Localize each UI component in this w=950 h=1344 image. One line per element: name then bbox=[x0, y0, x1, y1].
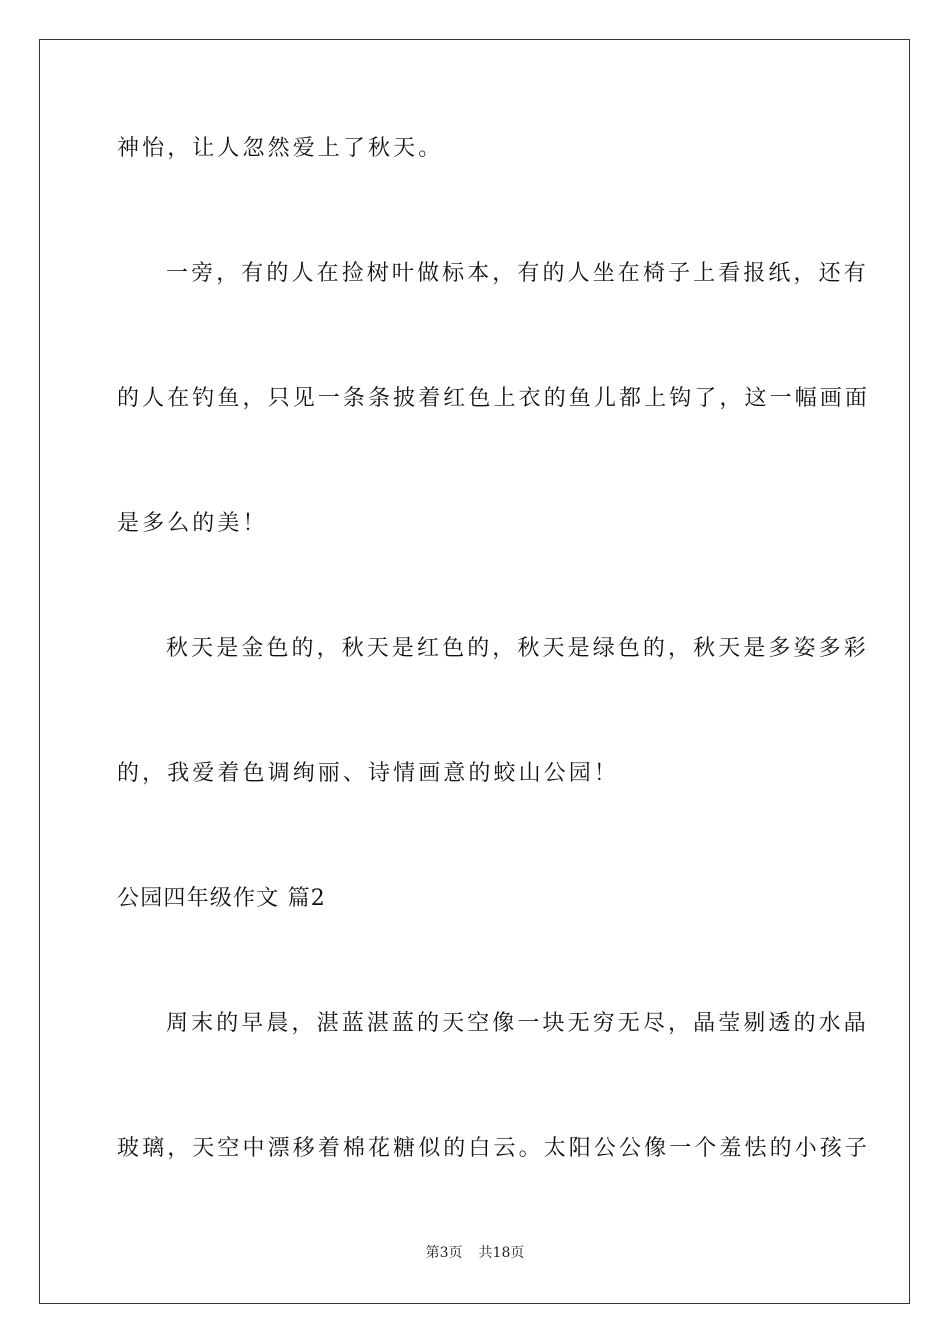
page-number: 第3页 bbox=[425, 1245, 463, 1261]
page-footer bbox=[0, 1243, 950, 1263]
paragraph-start-line-2: 秋天是金色的，秋天是红色的，秋天是绿色的，秋天是多姿多彩 bbox=[166, 636, 869, 661]
text-line-1: 神怡，让人忽然爱上了秋天。 bbox=[117, 136, 444, 161]
page-border bbox=[39, 39, 910, 1304]
section-heading: 公园四年级作文 篇2 bbox=[117, 886, 326, 911]
text-line-6: 的，我爱着色调绚丽、诗情画意的蛟山公园！ bbox=[117, 761, 620, 786]
paragraph-start-line: 一旁，有的人在捡树叶做标本，有的人坐在椅子上看报纸，还有 bbox=[166, 261, 869, 286]
text-line-9: 玻璃，天空中漂移着棉花糖似的白云。太阳公公像一个羞怯的小孩子 bbox=[117, 1136, 871, 1161]
total-pages: 共18页 bbox=[478, 1245, 525, 1261]
text-line-3: 的人在钓鱼，只见一条条披着红色上衣的鱼儿都上钩了，这一幅画面 bbox=[117, 386, 871, 411]
paragraph-start-line-3: 周末的早晨，湛蓝湛蓝的天空像一块无穷无尽，晶莹剔透的水晶 bbox=[166, 1011, 869, 1036]
text-line-4: 是多么的美！ bbox=[117, 511, 268, 536]
